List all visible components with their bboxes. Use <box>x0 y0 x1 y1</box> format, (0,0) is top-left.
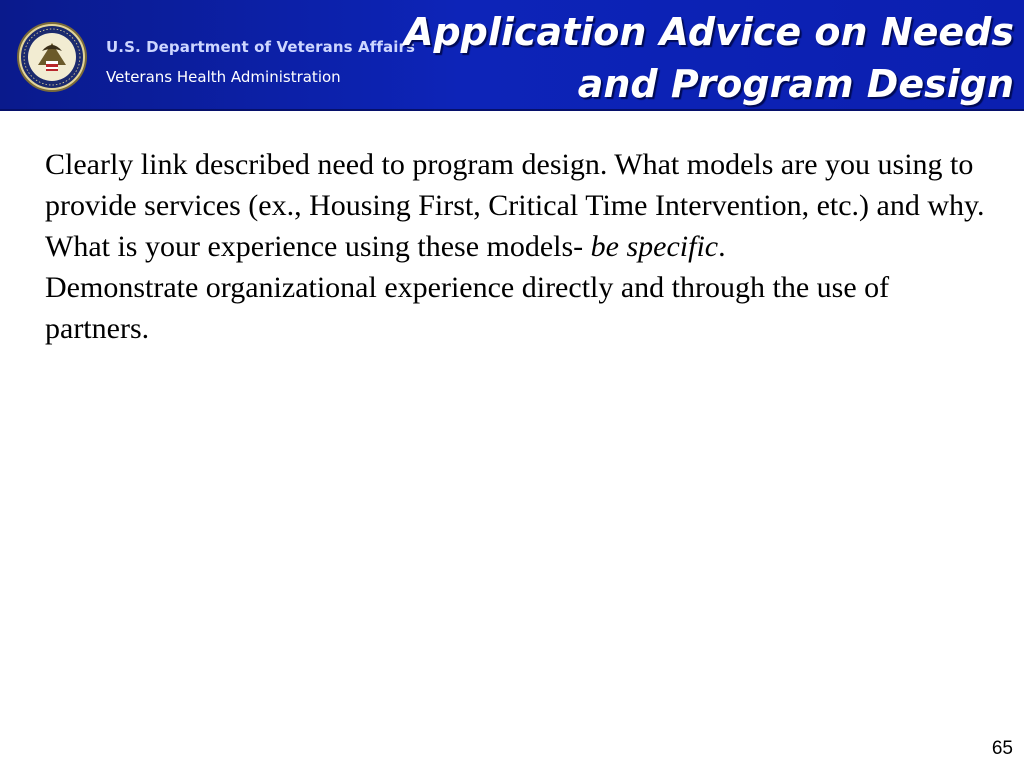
paragraph-organizational-experience: Demonstrate organizational experience directly and through the use of partners. <box>45 271 890 345</box>
administration-name: Veterans Health Administration <box>106 68 341 86</box>
experience-period: . <box>718 230 726 263</box>
slide-title <box>394 6 1014 110</box>
paragraph-program-design: Clearly link described need to program design. What models are you using to provide services (ex., Housing First, Critical Time Intervention, etc.) and why. <box>45 148 985 222</box>
emphasis-text: be specific <box>590 230 719 263</box>
slide-title-line1: Application Advice on Needs <box>404 10 1014 54</box>
header-banner <box>0 0 1024 111</box>
slide-body <box>45 144 985 349</box>
page-number: 65 <box>991 738 1013 759</box>
paragraph-experience <box>45 226 985 267</box>
va-seal-icon <box>16 21 88 93</box>
experience-text: What is your experience using these models- <box>45 230 591 263</box>
slide-title-line2: and Program Design <box>577 62 1014 106</box>
department-name: U.S. Department of Veterans Affairs <box>106 38 415 56</box>
